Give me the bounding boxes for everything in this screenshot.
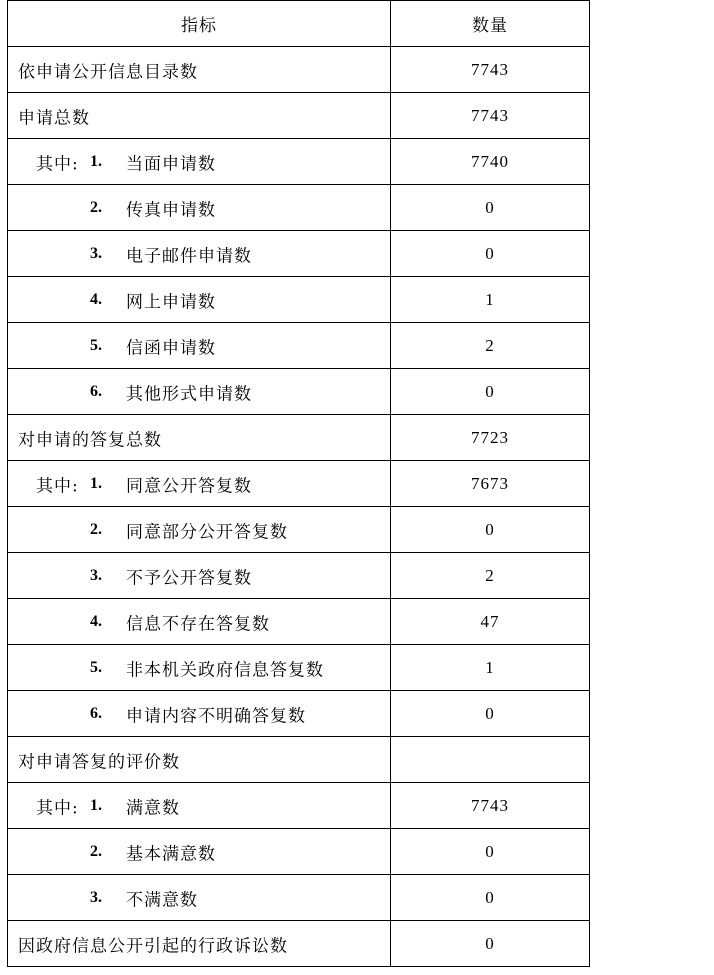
row-label: 同意公开答复数 bbox=[126, 476, 252, 496]
row-label-cell bbox=[8, 921, 391, 967]
table-row bbox=[8, 185, 590, 231]
row-label-cell bbox=[8, 185, 391, 231]
table-row bbox=[8, 645, 590, 691]
row-label-cell bbox=[8, 507, 391, 553]
table-row bbox=[8, 93, 590, 139]
sub-number: 3. bbox=[90, 888, 102, 906]
sub-number: 1. bbox=[90, 474, 102, 492]
row-value: 2 bbox=[391, 553, 590, 599]
row-label-cell bbox=[8, 139, 391, 185]
row-label-cell bbox=[8, 369, 391, 415]
row-value: 0 bbox=[391, 875, 590, 921]
row-label: 因政府信息公开引起的行政诉讼数 bbox=[18, 936, 288, 956]
row-label: 不满意数 bbox=[126, 890, 198, 910]
sub-number: 4. bbox=[90, 290, 102, 308]
row-label-cell bbox=[8, 415, 391, 461]
table-row bbox=[8, 231, 590, 277]
table-row bbox=[8, 921, 590, 967]
sub-number: 5. bbox=[90, 658, 102, 676]
row-label: 其他形式申请数 bbox=[126, 384, 252, 404]
table-row bbox=[8, 277, 590, 323]
sub-number: 5. bbox=[90, 336, 102, 354]
sub-number: 2. bbox=[90, 198, 102, 216]
sub-prefix: 其中: bbox=[36, 476, 79, 496]
row-label-cell bbox=[8, 829, 391, 875]
sub-prefix: 其中: bbox=[36, 154, 79, 174]
row-value: 0 bbox=[391, 921, 590, 967]
table-row bbox=[8, 323, 590, 369]
row-value: 2 bbox=[391, 323, 590, 369]
count-header: 数量 bbox=[391, 1, 590, 47]
row-value: 7743 bbox=[391, 47, 590, 93]
row-label: 对申请的答复总数 bbox=[18, 430, 162, 450]
table-row bbox=[8, 737, 590, 783]
sub-number: 4. bbox=[90, 612, 102, 630]
row-value: 7673 bbox=[391, 461, 590, 507]
row-label: 信函申请数 bbox=[126, 338, 216, 358]
row-label: 网上申请数 bbox=[126, 292, 216, 312]
sub-number: 1. bbox=[90, 796, 102, 814]
row-value: 0 bbox=[391, 507, 590, 553]
row-label-cell bbox=[8, 599, 391, 645]
row-label-cell bbox=[8, 737, 391, 783]
row-label: 满意数 bbox=[126, 798, 180, 818]
table-row bbox=[8, 875, 590, 921]
row-label-cell bbox=[8, 93, 391, 139]
table-row bbox=[8, 553, 590, 599]
table-row bbox=[8, 461, 590, 507]
row-label-cell bbox=[8, 553, 391, 599]
row-label: 信息不存在答复数 bbox=[126, 614, 270, 634]
row-value: 0 bbox=[391, 231, 590, 277]
row-label: 依申请公开信息目录数 bbox=[18, 62, 198, 82]
row-label-cell bbox=[8, 231, 391, 277]
sub-number: 3. bbox=[90, 244, 102, 262]
table-row bbox=[8, 599, 590, 645]
sub-number: 2. bbox=[90, 520, 102, 538]
row-value: 1 bbox=[391, 277, 590, 323]
row-label-cell bbox=[8, 323, 391, 369]
row-label: 申请总数 bbox=[18, 108, 90, 128]
row-value: 0 bbox=[391, 691, 590, 737]
row-label: 申请内容不明确答复数 bbox=[126, 706, 306, 726]
row-label: 传真申请数 bbox=[126, 200, 216, 220]
sub-number: 1. bbox=[90, 152, 102, 170]
row-value: 7743 bbox=[391, 783, 590, 829]
sub-number: 6. bbox=[90, 382, 102, 400]
row-label: 对申请答复的评价数 bbox=[18, 752, 180, 772]
row-label: 同意部分公开答复数 bbox=[126, 522, 288, 542]
row-label: 基本满意数 bbox=[126, 844, 216, 864]
table-row bbox=[8, 47, 590, 93]
row-value: 7723 bbox=[391, 415, 590, 461]
row-label-cell bbox=[8, 645, 391, 691]
table-row bbox=[8, 415, 590, 461]
row-value: 47 bbox=[391, 599, 590, 645]
sub-prefix: 其中: bbox=[36, 798, 79, 818]
row-value: 0 bbox=[391, 369, 590, 415]
table-row bbox=[8, 369, 590, 415]
row-value: 7740 bbox=[391, 139, 590, 185]
row-value: 7743 bbox=[391, 93, 590, 139]
table-row bbox=[8, 783, 590, 829]
row-label: 电子邮件申请数 bbox=[126, 246, 252, 266]
sub-number: 2. bbox=[90, 842, 102, 860]
row-value: 1 bbox=[391, 645, 590, 691]
row-label: 不予公开答复数 bbox=[126, 568, 252, 588]
row-label: 当面申请数 bbox=[126, 154, 216, 174]
row-label-cell bbox=[8, 875, 391, 921]
row-value: 0 bbox=[391, 829, 590, 875]
row-label-cell bbox=[8, 277, 391, 323]
table-row bbox=[8, 139, 590, 185]
sub-number: 6. bbox=[90, 704, 102, 722]
table-row bbox=[8, 507, 590, 553]
statistics-table bbox=[7, 0, 590, 967]
row-value bbox=[391, 737, 590, 783]
indicator-header: 指标 bbox=[8, 1, 391, 47]
row-label: 非本机关政府信息答复数 bbox=[126, 660, 324, 680]
table-row bbox=[8, 691, 590, 737]
row-label-cell bbox=[8, 783, 391, 829]
header-row bbox=[8, 1, 590, 47]
row-label-cell bbox=[8, 47, 391, 93]
table-row bbox=[8, 829, 590, 875]
row-label-cell bbox=[8, 691, 391, 737]
row-label-cell bbox=[8, 461, 391, 507]
row-value: 0 bbox=[391, 185, 590, 231]
sub-number: 3. bbox=[90, 566, 102, 584]
